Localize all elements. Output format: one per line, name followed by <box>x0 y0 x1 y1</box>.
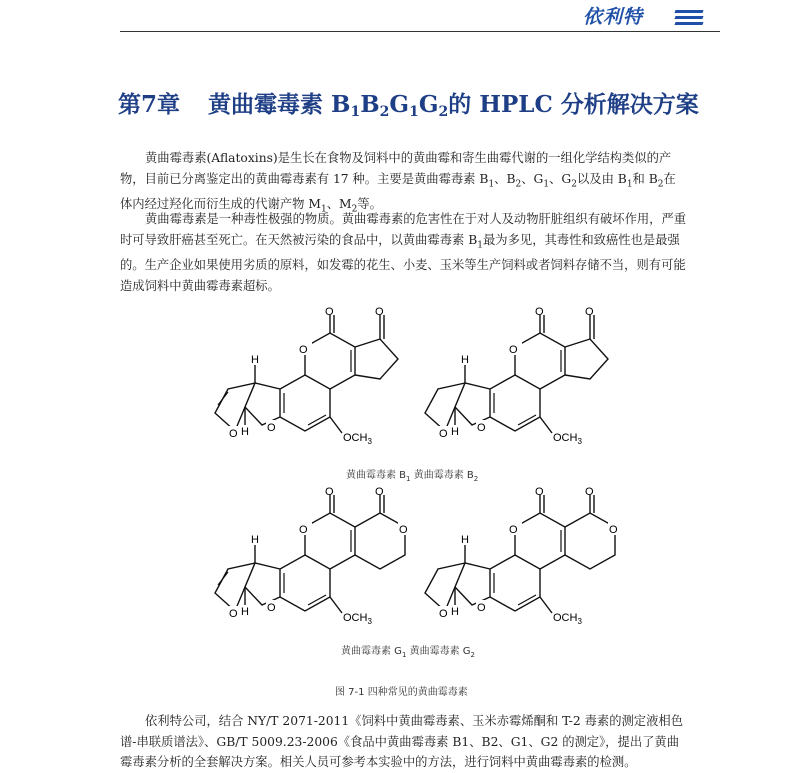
header-rule <box>120 31 720 32</box>
aflatoxin-b1-structure <box>215 306 398 446</box>
svg-text:OCH3: $OCH_3$ <box>553 432 582 446</box>
figure-caption: 图 7-1 四种常见的黄曲霉毒素 <box>335 687 468 698</box>
svg-text:H: H <box>251 354 259 366</box>
svg-text:O: O <box>229 608 238 620</box>
svg-text:H: H <box>241 606 249 618</box>
svg-text:H: H <box>251 534 259 546</box>
brand-logo-mark <box>675 10 703 26</box>
chapter-number: 第7章 <box>118 91 181 118</box>
svg-text:O: O <box>399 524 408 536</box>
svg-text:O: O <box>585 486 594 498</box>
svg-text:H: H <box>451 606 459 618</box>
svg-text:O: O <box>375 486 384 498</box>
svg-text:O: O <box>477 422 486 434</box>
svg-text:OCH3: $OCH_3$ <box>343 612 372 626</box>
svg-text:O: O <box>477 602 486 614</box>
svg-text:H: H <box>241 426 249 438</box>
svg-text:O: O <box>439 608 448 620</box>
aflatoxin-g2-structure <box>425 486 620 626</box>
svg-text:O: O <box>509 524 518 536</box>
svg-text:O: O <box>299 524 308 536</box>
svg-text:OCH3: $OCH_3$ <box>343 432 372 446</box>
svg-text:O: O <box>325 486 334 498</box>
svg-text:O: O <box>325 306 334 318</box>
svg-text:H: H <box>461 354 469 366</box>
svg-text:O: O <box>299 344 308 356</box>
caption-g1-g2: 黄曲霉毒素 $G_1$ 黄曲霉毒素 $G_2$ <box>341 646 475 659</box>
svg-text:O: O <box>229 428 238 440</box>
intro-paragraph: 黄曲霉毒素(Aflatoxins)是生长在食物及饲料中的黄曲霉和寄生曲霉代谢的一组化学结构类似的产物，目前已分离鉴定出的黄曲霉毒素有 17 种。主要是黄曲霉毒素 $B_1$、$B_2$、$G_1$、$G_2$以及由 $B_1$和 $B_2$在体内经过羟化而衍生成的代谢产物 $M_1$、$M_2$等。 <box>120 151 676 215</box>
svg-text:H: H <box>451 426 459 438</box>
svg-text:O: O <box>375 306 384 318</box>
solution-paragraph: 依利特公司，结合 NY/T 2071-2011《饲料中黄曲霉毒素、玉米赤霉烯酮和 T-2 毒素的测定液相色谱-串联质谱法》、GB/T 5009.23-2006《食品中黄曲霉毒素 B1、B2、G1、G2 的测定》，提出了黄曲霉毒素分析的全套解决方案。相关人员可参考本实验中的方法，进行饲料中黄曲霉毒素的检测。 <box>120 714 683 769</box>
aflatoxin-g1-structure <box>215 486 412 626</box>
svg-text:O: O <box>535 486 544 498</box>
svg-text:O: O <box>535 306 544 318</box>
svg-text:OCH3: $OCH_3$ <box>553 612 582 626</box>
toxicity-paragraph: 黄曲霉毒素是一种毒性极强的物质。黄曲霉毒素的危害性在于对人及动物肝脏组织有破坏作用，严重时可导致肝癌甚至死亡。在天然被污染的食品中，以黄曲霉毒素 $B_1$最为多见，其毒性和致癌性也是最强的。生产企业如果使用劣质的原料，如发霉的花生、小麦、玉米等生产饲料或者饲料存储不当，则有可能造成饲料中黄曲霉毒素超标。 <box>120 212 687 293</box>
chapter-title: 第7章 黄曲霉毒素 $B_1B_2G_1G_2$的 HPLC 分析解决方案 <box>118 91 699 120</box>
svg-text:O: O <box>585 306 594 318</box>
svg-text:H: H <box>461 534 469 546</box>
svg-text:O: O <box>267 602 276 614</box>
svg-text:O: O <box>439 428 448 440</box>
aflatoxin-structures-figure <box>200 305 620 665</box>
svg-text:O: O <box>509 344 518 356</box>
brand-logo <box>583 4 715 30</box>
svg-text:O: O <box>267 422 276 434</box>
brand-logo-text: 依利特 <box>583 6 644 28</box>
aflatoxin-b2-structure <box>425 306 608 446</box>
svg-text:O: O <box>609 524 618 536</box>
caption-b1-b2: 黄曲霉毒素 $B_1$ 黄曲霉毒素 $B_2$ <box>346 470 479 483</box>
